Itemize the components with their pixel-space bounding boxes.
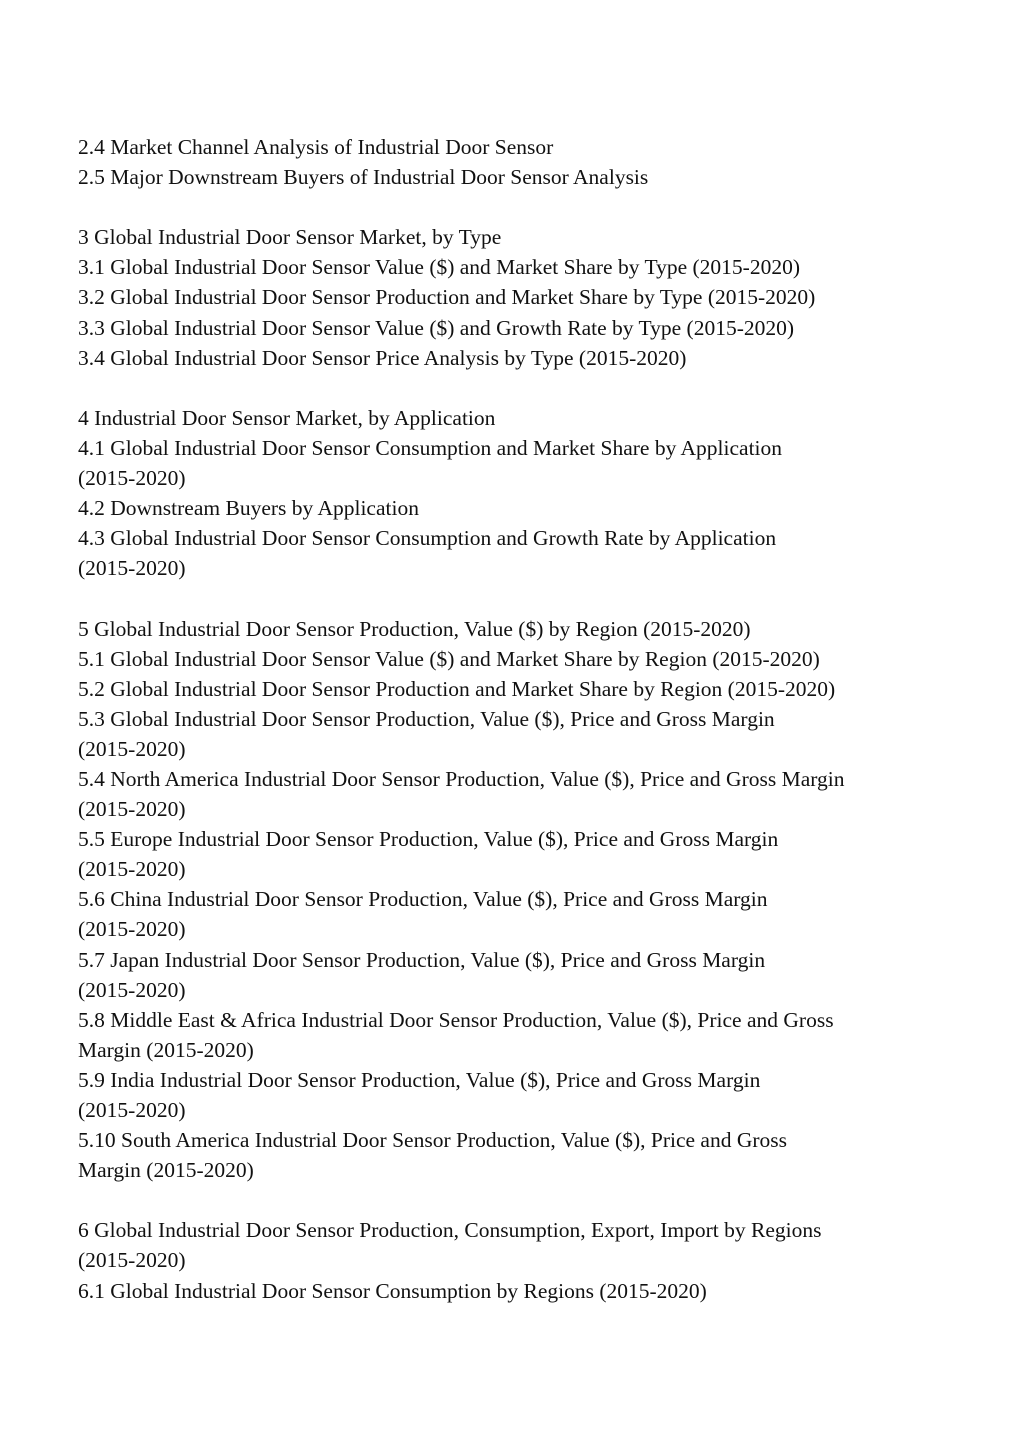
table-of-contents [78,132,958,1306]
toc-entry-3-1: 3.1 Global Industrial Door Sensor Value ($) and Market Share by Type (2015-2020) [78,255,800,280]
toc-entry-5-7: 5.7 Japan Industrial Door Sensor Production, Value ($), Price and Gross Margin [78,947,766,972]
toc-entry-2-5: 2.5 Major Downstream Buyers of Industrial Door Sensor Analysis [78,165,649,190]
toc-entry-5-8: 5.8 Middle East & Africa Industrial Door Sensor Production, Value ($), Price and Gross [78,1007,834,1032]
toc-entry-4-2: 4.2 Downstream Buyers by Application [78,496,419,521]
toc-entry-5-6-cont: (2015-2020) [78,917,186,942]
toc-heading-4: 4 Industrial Door Sensor Market, by Application [78,405,496,430]
toc-entry-5-5: 5.5 Europe Industrial Door Sensor Production, Value ($), Price and Gross Margin [78,827,779,852]
toc-entry-5-2: 5.2 Global Industrial Door Sensor Production and Market Share by Region (2015-2020) [78,676,836,701]
section-gap [78,583,958,613]
toc-entry-4-1-cont: (2015-2020) [78,466,186,491]
section-gap [78,192,958,222]
toc-heading-6: 6 Global Industrial Door Sensor Production, Consumption, Export, Import by Regions [78,1218,822,1243]
section-gap [78,373,958,403]
toc-entry-3-2: 3.2 Global Industrial Door Sensor Production and Market Share by Type (2015-2020) [78,285,816,310]
toc-entry-4-3-cont: (2015-2020) [78,556,186,581]
toc-entry-5-4: 5.4 North America Industrial Door Sensor Production, Value ($), Price and Gross Margin [78,766,845,791]
section-gap [78,1185,958,1215]
toc-entry-4-3: 4.3 Global Industrial Door Sensor Consumption and Growth Rate by Application [78,526,777,551]
toc-entry-5-9-cont: (2015-2020) [78,1098,186,1122]
toc-entry-3-4: 3.4 Global Industrial Door Sensor Price Analysis by Type (2015-2020) [78,345,687,370]
toc-entry-5-3: 5.3 Global Industrial Door Sensor Production, Value ($), Price and Gross Margin [78,706,775,731]
toc-entry-4-1: 4.1 Global Industrial Door Sensor Consumption and Market Share by Application [78,435,783,460]
toc-entry-5-7-cont: (2015-2020) [78,977,186,1002]
toc-entry-5-9: 5.9 India Industrial Door Sensor Production, Value ($), Price and Gross Margin [78,1067,761,1092]
toc-entry-5-5-cont: (2015-2020) [78,857,186,882]
toc-entry-5-10-cont: Margin (2015-2020) [78,1158,254,1183]
toc-entry-6-1: 6.1 Global Industrial Door Sensor Consumption by Regions (2015-2020) [78,1278,707,1303]
toc-entry-5-10: 5.10 South America Industrial Door Sensor Production, Value ($), Price and Gross [78,1128,787,1153]
toc-entry-5-4-cont: (2015-2020) [78,797,186,822]
toc-heading-6-cont: (2015-2020) [78,1248,186,1273]
toc-entry-5-8-cont: Margin (2015-2020) [78,1037,254,1062]
toc-entry-2-4: 2.4 Market Channel Analysis of Industrial Door Sensor [78,135,554,159]
toc-entry-5-6: 5.6 China Industrial Door Sensor Production, Value ($), Price and Gross Margin [78,887,768,912]
toc-heading-5: 5 Global Industrial Door Sensor Production, Value ($) by Region (2015-2020) [78,616,751,641]
toc-heading-3: 3 Global Industrial Door Sensor Market, by Type [78,225,502,250]
toc-entry-5-1: 5.1 Global Industrial Door Sensor Value ($) and Market Share by Region (2015-2020) [78,646,820,671]
toc-entry-5-3-cont: (2015-2020) [78,736,186,761]
toc-entry-3-3: 3.3 Global Industrial Door Sensor Value ($) and Growth Rate by Type (2015-2020) [78,315,795,340]
